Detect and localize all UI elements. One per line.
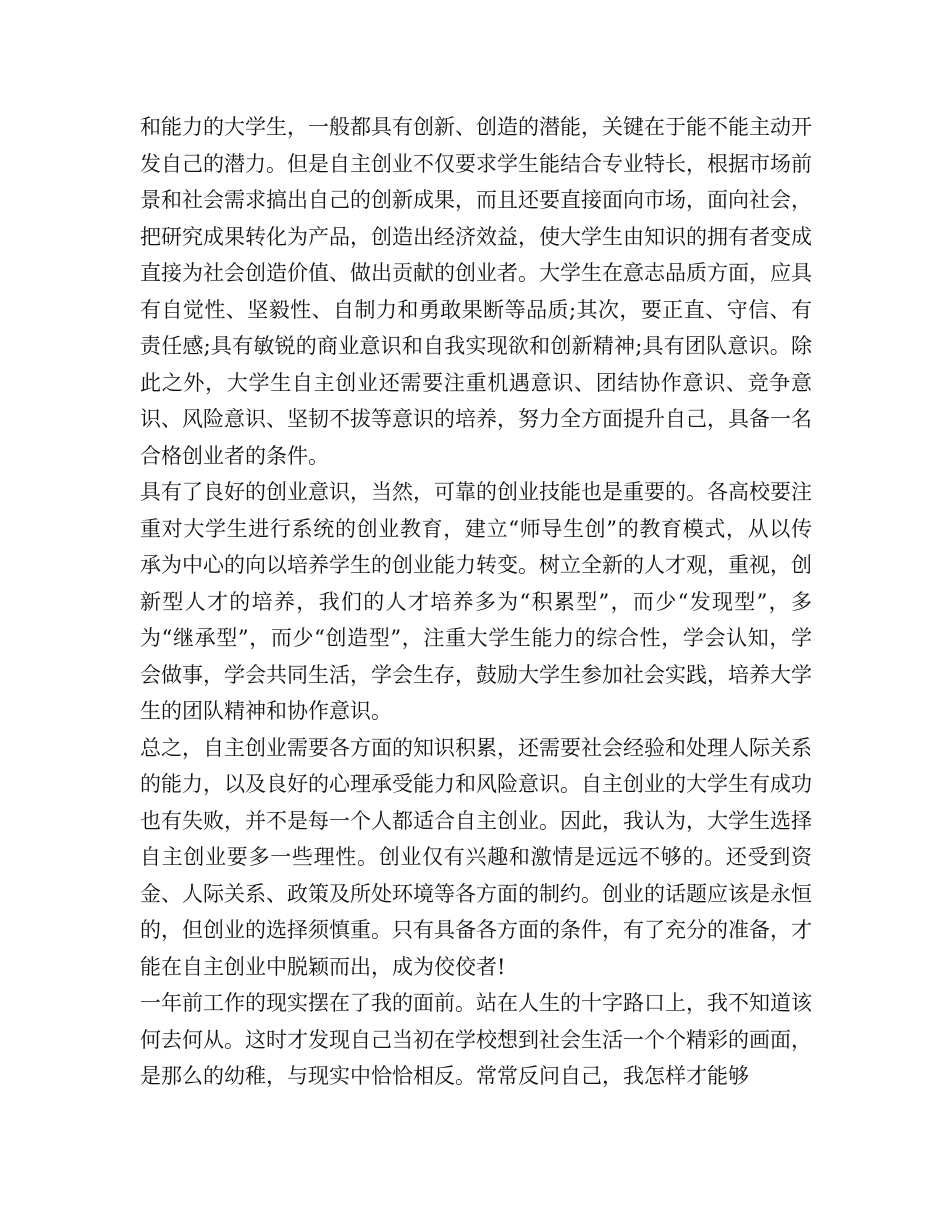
paragraph-1: 和能力的大学生，一般都具有创新、创造的潜能，关键在于能不能主动开发自己的潜力。但是自主创业不仅要求学生能结合专业特长，根据市场前景和社会需求搞出自己的创新成果，而且还要直接面向市场，面向社会，把研究成果转化为产品，创造出经济效益，使大学生由知识的拥有者变成直接为社会创造价值、做出贡献的创业者。大学生在意志品质方面，应具有自觉性、坚毅性、自制力和勇敢果断等品质;其次，要正直、守信、有责任感;具有敏锐的商业意识和自我实现欲和创新精神;具有团队意识。除此之外，大学生自主创业还需要注重机遇意识、团结协作意识、竞争意识、风险意识、坚韧不拔等意识的培养，努力全方面提升自己，具备一名合格创业者的条件。: [140, 115, 812, 468]
document-body: [140, 109, 812, 1095]
paragraph-2: 具有了良好的创业意识，当然，可靠的创业技能也是重要的。各高校要注重对大学生进行系统的创业教育，建立“师导生创”的教育模式，从以传承为中心的向以培养学生的创业能力转变。树立全新的人才观，重视，创新型人才的培养，我们的人才培养多为“积累型”，而少“发现型”，多为“继承型”，而少“创造型”，注重大学生能力的综合性，学会认知，学会做事，学会共同生活，学会生存，鼓励大学生参加社会实践，培养大学生的团队精神和协作意识。: [140, 480, 812, 723]
paragraph-4: 一年前工作的现实摆在了我的面前。站在人生的十字路口上，我不知道该何去何从。这时才发现自己当初在学校想到社会生活一个个精彩的画面，是那么的幼稚，与现实中恰恰相反。常常反问自己，我怎样才能够: [140, 991, 812, 1088]
paragraph-3: 总之，自主创业需要各方面的知识积累，还需要社会经验和处理人际关系的能力，以及良好的心理承受能力和风险意识。自主创业的大学生有成功也有失败，并不是每一个人都适合自主创业。因此，我认为，大学生选择自主创业要多一些理性。创业仅有兴趣和激情是远远不够的。还受到资金、人际关系、政策及所处环境等各方面的制约。创业的话题应该是永恒的，但创业的选择须慎重。只有具备各方面的条件，有了充分的准备，才能在自主创业中脱颖而出，成为佼佼者!: [140, 735, 812, 979]
